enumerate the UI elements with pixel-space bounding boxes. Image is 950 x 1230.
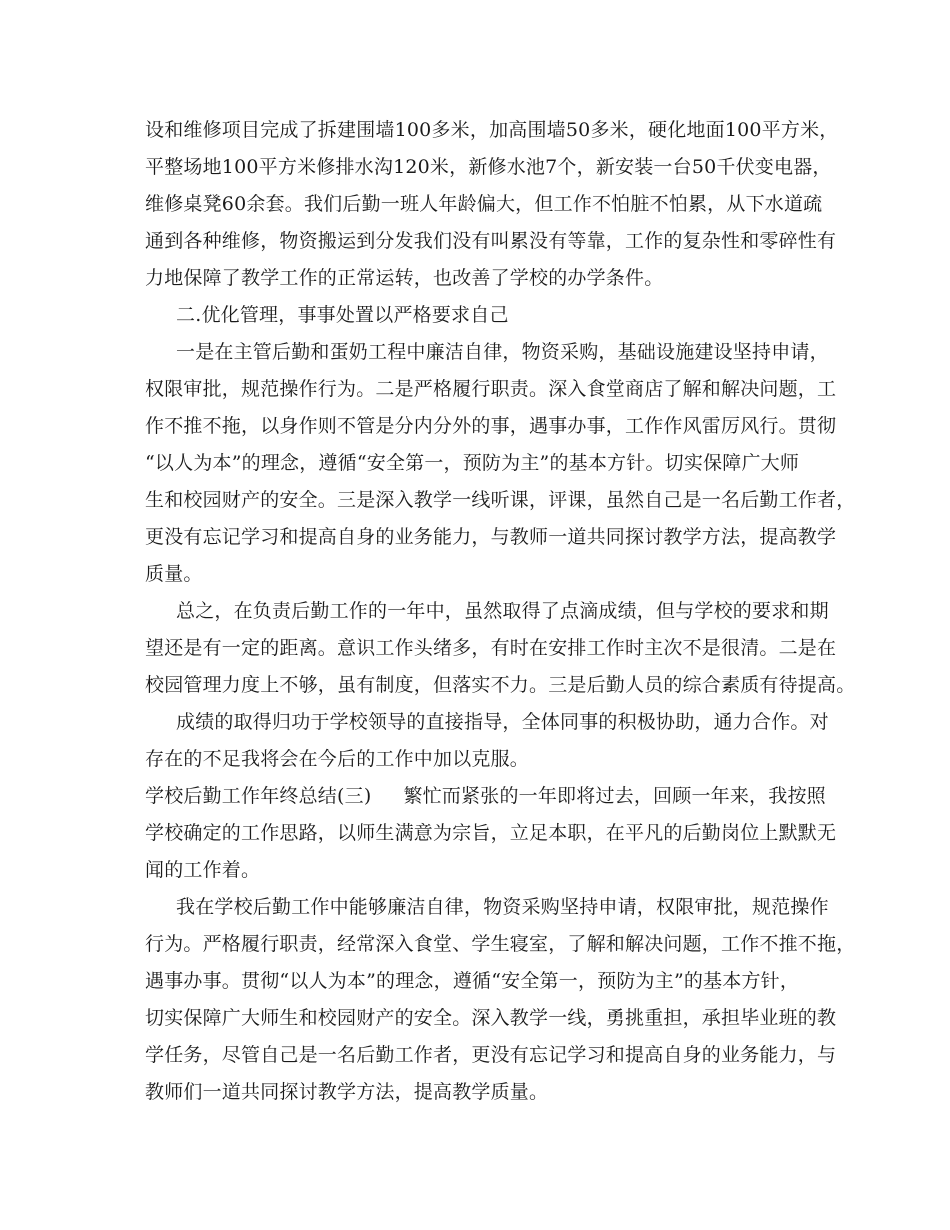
paragraph-line: 教师们一道共同探讨教学方法，提高教学质量。 [145,1081,549,1103]
paragraph-line: 成绩的取得归功于学校领导的直接指导，全体同事的积极协助，通力合作。对 [176,711,829,733]
paragraph-line: 学任务，尽管自己是一名后勤工作者，更没有忘记学习和提高自身的业务能力，与 [145,1044,837,1066]
paragraph-line: “以人为本”的理念，遵循“安全第一，预防为主”的基本方针。切实保障广大师 [145,452,800,474]
paragraph-line: 望还是有一定的距离。意识工作头绪多，有时在安排工作时主次不是很清。二是在 [145,637,837,659]
paragraph-line: 闻的工作着。 [145,859,261,881]
section-heading: 二.优化管理，事事处置以严格要求自己 [176,304,509,326]
paragraph-line: 繁忙而紧张的一年即将过去，回顾一年来，我按照 [403,785,826,807]
paragraph-line: 力地保障了教学工作的正常运转，也改善了学校的办学条件。 [145,267,664,289]
paragraph-line: 切实保障广大师生和校园财产的安全。深入教学一线，勇挑重担，承担毕业班的教 [145,1007,837,1029]
section-title-line [145,784,825,808]
paragraph-line: 校园管理力度上不够，虽有制度，但落实不力。三是后勤人员的综合素质有待提高。 [145,674,856,696]
paragraph-line: 遇事办事。贯彻“以人为本”的理念，遵循“安全第一，预防为主”的基本方针， [145,970,800,992]
paragraph-line: 通到各种维修，物资搬运到分发我们没有叫累没有等靠，工作的复杂性和零碎性有 [145,230,837,252]
paragraph-line: 我在学校后勤工作中能够廉洁自律，物资采购坚持申请，权限审批，规范操作 [176,896,829,918]
paragraph-line: 存在的不足我将会在今后的工作中加以克服。 [145,748,530,770]
paragraph-line: 更没有忘记学习和提高自身的业务能力，与教师一道共同探讨教学方法，提高教学 [145,526,837,548]
paragraph-line: 作不推不拖，以身作则不管是分内分外的事，遇事办事，工作作风雷厉风行。贯彻 [145,415,837,437]
paragraph-line: 行为。严格履行职责，经常深入食堂、学生寝室，了解和解决问题，工作不推不拖， [145,933,856,955]
section-title: 学校后勤工作年终总结(三) [145,785,372,807]
paragraph-line: 平整场地100平方米修排水沟120米，新修水池7个，新安装一台50千伏变电器， [145,156,832,178]
paragraph-line: 维修桌凳60余套。我们后勤一班人年龄偏大，但工作不怕脏不怕累，从下水道疏 [145,193,823,215]
paragraph-line: 权限审批，规范操作行为。二是严格履行职责。深入食堂商店了解和解决问题，工 [145,378,837,400]
paragraph-line: 质量。 [145,563,203,585]
paragraph-line: 学校确定的工作思路，以师生满意为宗旨，立足本职，在平凡的后勤岗位上默默无 [145,822,837,844]
paragraph-line: 设和维修项目完成了拆建围墙100多米，加高围墙50多米，硬化地面100平方米， [145,119,839,141]
paragraph-line: 生和校园财产的安全。三是深入教学一线听课，评课，虽然自己是一名后勤工作者， [145,489,856,511]
paragraph-line: 总之，在负责后勤工作的一年中，虽然取得了点滴成绩，但与学校的要求和期 [176,600,829,622]
paragraph-line: 一是在主管后勤和蛋奶工程中廉洁自律，物资采购，基础设施建设坚持申请， [176,341,829,363]
